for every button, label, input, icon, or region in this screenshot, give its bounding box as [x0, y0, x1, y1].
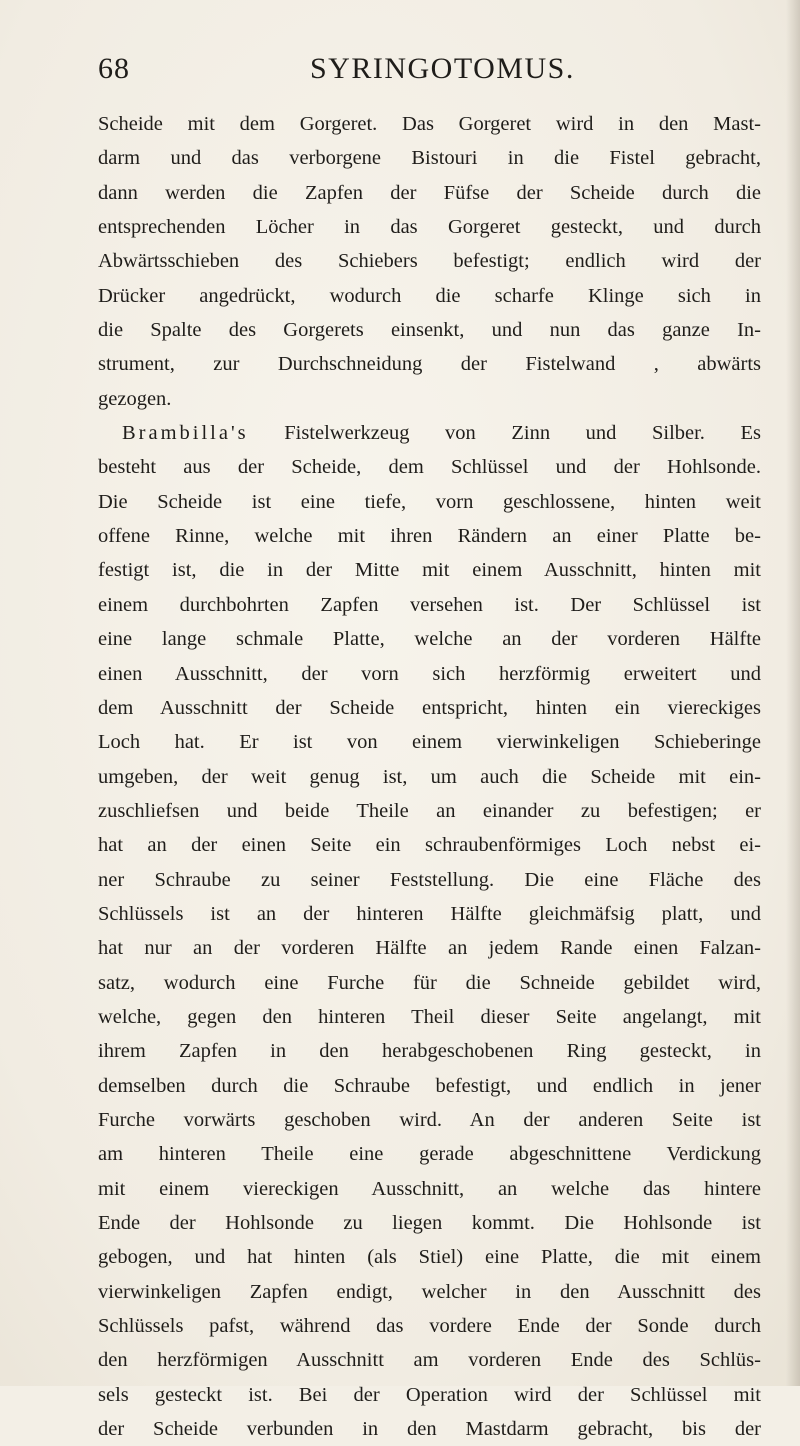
text-line: Scheide mit dem Gorgeret. Das Gorgeret wird in den Mast- — [98, 113, 761, 135]
text-line: gezogen. — [98, 387, 172, 410]
text-line: satz, wodurch eine Furche für die Schneide gebildet wird, — [98, 971, 761, 994]
text-line: Die Scheide ist eine tiefe, vorn geschlossene, hinten weit — [98, 490, 761, 513]
page-number: 68 — [98, 52, 130, 85]
text-line: ihrem Zapfen in den herabgeschobenen Ring gesteckt, in — [98, 1040, 761, 1063]
text-line: besteht aus der Scheide, dem Schlüssel und der Hohlsonde. — [98, 456, 761, 479]
text-line: Ende der Hohlsonde zu liegen kommt. Die Hohlsonde ist — [98, 1212, 761, 1234]
text-line: ner Schraube zu seiner Feststellung. Die eine Fläche des — [98, 868, 761, 891]
body-text — [98, 107, 761, 1446]
text-line: entsprechenden Löcher in das Gorgeret gesteckt, und durch — [98, 216, 761, 239]
text-line: vierwinkeligen Zapfen endigt, welcher in den Ausschnitt des — [98, 1280, 761, 1303]
text-line-rest: Fistelwerkzeug von Zinn und Silber. Es — [284, 422, 762, 445]
text-line: Drücker angedrückt, wodurch die scharfe Klinge sich in — [98, 284, 761, 307]
text-line: offene Rinne, welche mit ihren Rändern an einer Platte be- — [98, 525, 761, 548]
text-line: Abwärtsschieben des Schiebers befestigt; endlich wird der — [98, 250, 761, 273]
text-line: dann werden die Zapfen der Füfse der Scheide durch die — [98, 181, 761, 204]
page-edge-shadow — [786, 0, 800, 1386]
text-line: dem Ausschnitt der Scheide entspricht, hinten ein viereckiges — [98, 696, 761, 719]
text-line: am hinteren Theile eine gerade abgeschnittene Verdickung — [98, 1143, 761, 1166]
text-line: demselben durch die Schraube befestigt, und endlich in jener — [98, 1074, 761, 1097]
text-line: eine lange schmale Platte, welche an der vorderen Hälfte — [98, 628, 761, 651]
text-line: mit einem viereckigen Ausschnitt, an welche das hintere — [98, 1177, 761, 1200]
text-line: strument, zur Durchschneidung der Fistelwand , abwärts — [98, 353, 761, 376]
author-name: Brambilla's — [122, 422, 249, 445]
page-header — [0, 52, 800, 92]
text-line: die Spalte des Gorgerets einsenkt, und nun das ganze In- — [98, 319, 761, 342]
text-line: Furche vorwärts geschoben wird. An der anderen Seite ist — [98, 1108, 761, 1131]
text-line: gebogen, und hat hinten (als Stiel) eine Platte, die mit einem — [98, 1246, 761, 1269]
text-line: einem durchbohrten Zapfen versehen ist. Der Schlüssel ist — [98, 593, 761, 616]
running-title: SYRINGOTOMUS. — [310, 52, 575, 85]
text-line: zuschliefsen und beide Theile an einander zu befestigen; er — [98, 799, 761, 822]
text-line: umgeben, der weit genug ist, um auch die Scheide mit ein- — [98, 765, 761, 788]
text-line: darm und das verborgene Bistouri in die Fistel gebracht, — [98, 147, 761, 170]
text-line: Loch hat. Er ist von einem vierwinkeligen Schieberinge — [98, 731, 761, 754]
text-line: welche, gegen den hinteren Theil dieser Seite angelangt, mit — [98, 1005, 761, 1028]
text-line: hat an der einen Seite ein schraubenförmiges Loch nebst ei- — [98, 834, 761, 857]
text-line: der Scheide verbunden in den Mastdarm gebracht, bis der — [98, 1418, 761, 1441]
text-line: Schlüssels ist an der hinteren Hälfte gleichmäfsig platt, und — [98, 902, 761, 925]
text-line-with-name — [98, 416, 761, 450]
text-line: sels gesteckt ist. Bei der Operation wird der Schlüssel mit — [98, 1383, 761, 1406]
text-line: festigt ist, die in der Mitte mit einem Ausschnitt, hinten mit — [98, 559, 761, 582]
text-line: einen Ausschnitt, der vorn sich herzförmig erweitert und — [98, 662, 761, 685]
text-line: Schlüssels pafst, während das vordere Ende der Sonde durch — [98, 1315, 761, 1338]
text-line: den herzförmigen Ausschnitt am vorderen Ende des Schlüs- — [98, 1349, 761, 1372]
text-line: hat nur an der vorderen Hälfte an jedem Rande einen Falzan- — [98, 937, 761, 960]
